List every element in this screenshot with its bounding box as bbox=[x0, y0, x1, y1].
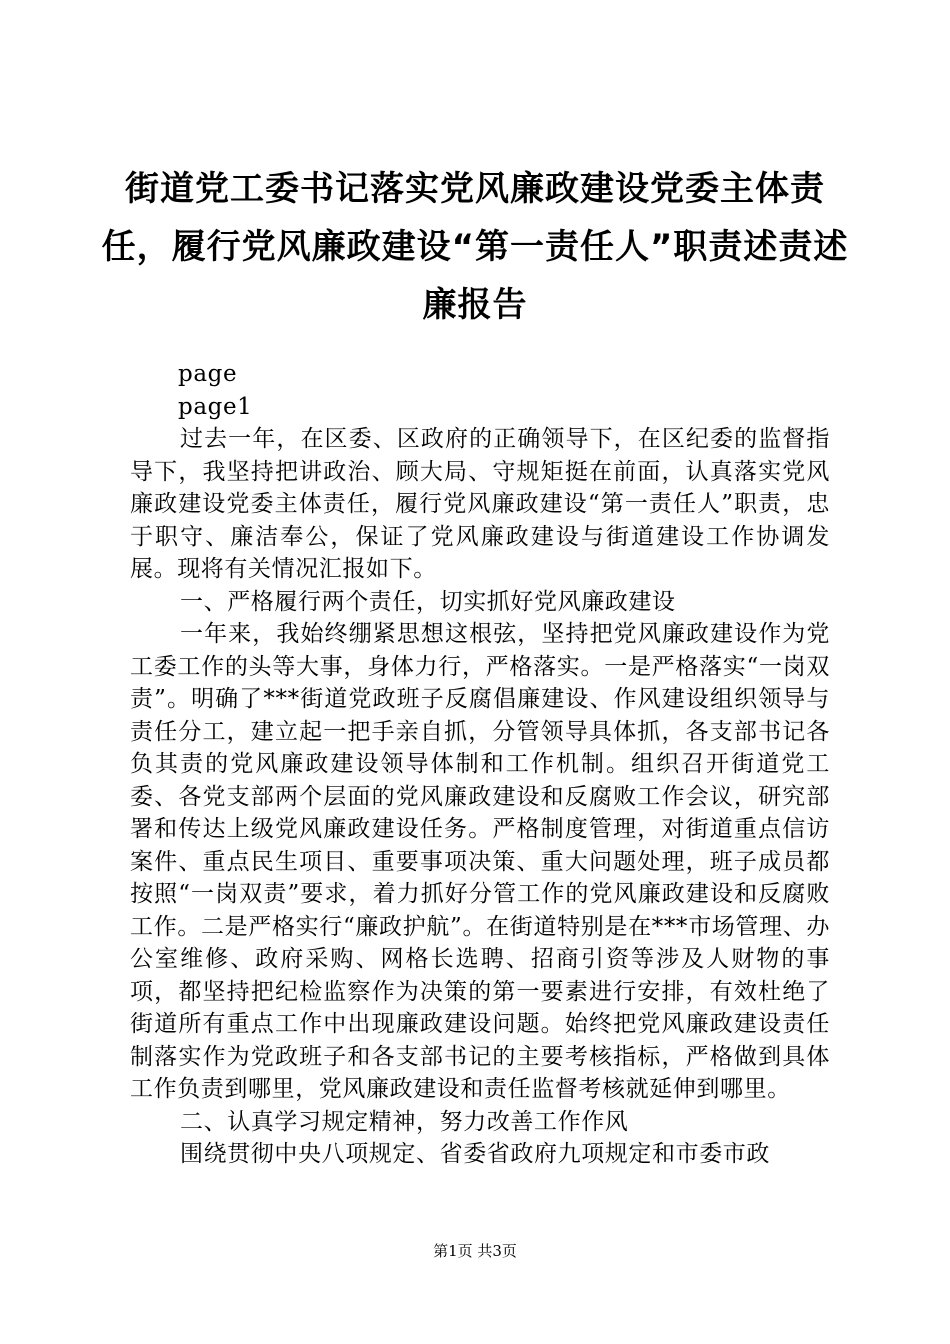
section-heading-1: 一、严格履行两个责任，切实抓好党风廉政建设 bbox=[180, 588, 676, 615]
section-heading-2: 二、认真学习规定精神，努力改善工作作风 bbox=[180, 1108, 629, 1135]
section-1-paragraph: 一年来，我始终绷紧思想这根弦，坚持把党风廉政建设作为党工委工作的头等大事，身体力行，严格落实。一是严格落实“一岗双责”。明确了***街道党政班子反腐倡廉建设、作风建设组织领导与责任分工，建立起一把手亲自抓，分管领导具体抓，各支部书记各负其责的党风廉政建设领导体制和工作机制。组织召开街道党工委、各党支部两个层面的党风廉政建设和反腐败工作会议，研究部署和传达上级党风廉政建设任务。严格制度管理，对街道重点信访案件、重点民生项目、重要事项决策、重大问题处理，班子成员都按照“一岗双责”要求，着力抓好分管工作的党风廉政建设和反腐败工作。二是严格实行“廉政护航”。在街道特别是在***市场管理、办公室维修、政府采购、网格长选聘、招商引资等涉及人财物的事项，都坚持把纪检监察作为决策的第一要素进行安排，有效杜绝了街道所有重点工作中出现廉政建设问题。始终把党风廉政建设责任制落实作为党政班子和各支部书记的主要考核指标，严格做到具体工作负责到哪里，党风廉政建设和责任监督考核就延伸到哪里。 bbox=[130, 621, 830, 1102]
document-title: 街道党工委书记落实党风廉政建设党委主体责任，履行党风廉政建设“第一责任人”职责述责述廉报告 bbox=[101, 169, 849, 325]
document-body bbox=[130, 358, 830, 1171]
page-field-label: page bbox=[178, 361, 238, 387]
section-2-paragraph: 围绕贯彻中央八项规定、省委省政府九项规定和市委市政 bbox=[180, 1141, 770, 1167]
intro-paragraph: 过去一年，在区委、区政府的正确领导下，在区纪委的监督指导下，我坚持把讲政治、顾大局、守规矩挺在前面，认真落实党风廉政建设党委主体责任，履行党风廉政建设“第一责任人”职责，忠于职守、廉洁奉公，保证了党风廉政建设与街道建设工作协调发展。现将有关情况汇报如下。 bbox=[130, 426, 830, 582]
page-footer: 第1页 共3页 bbox=[433, 1242, 517, 1260]
page-number-field: page1 bbox=[178, 393, 253, 420]
